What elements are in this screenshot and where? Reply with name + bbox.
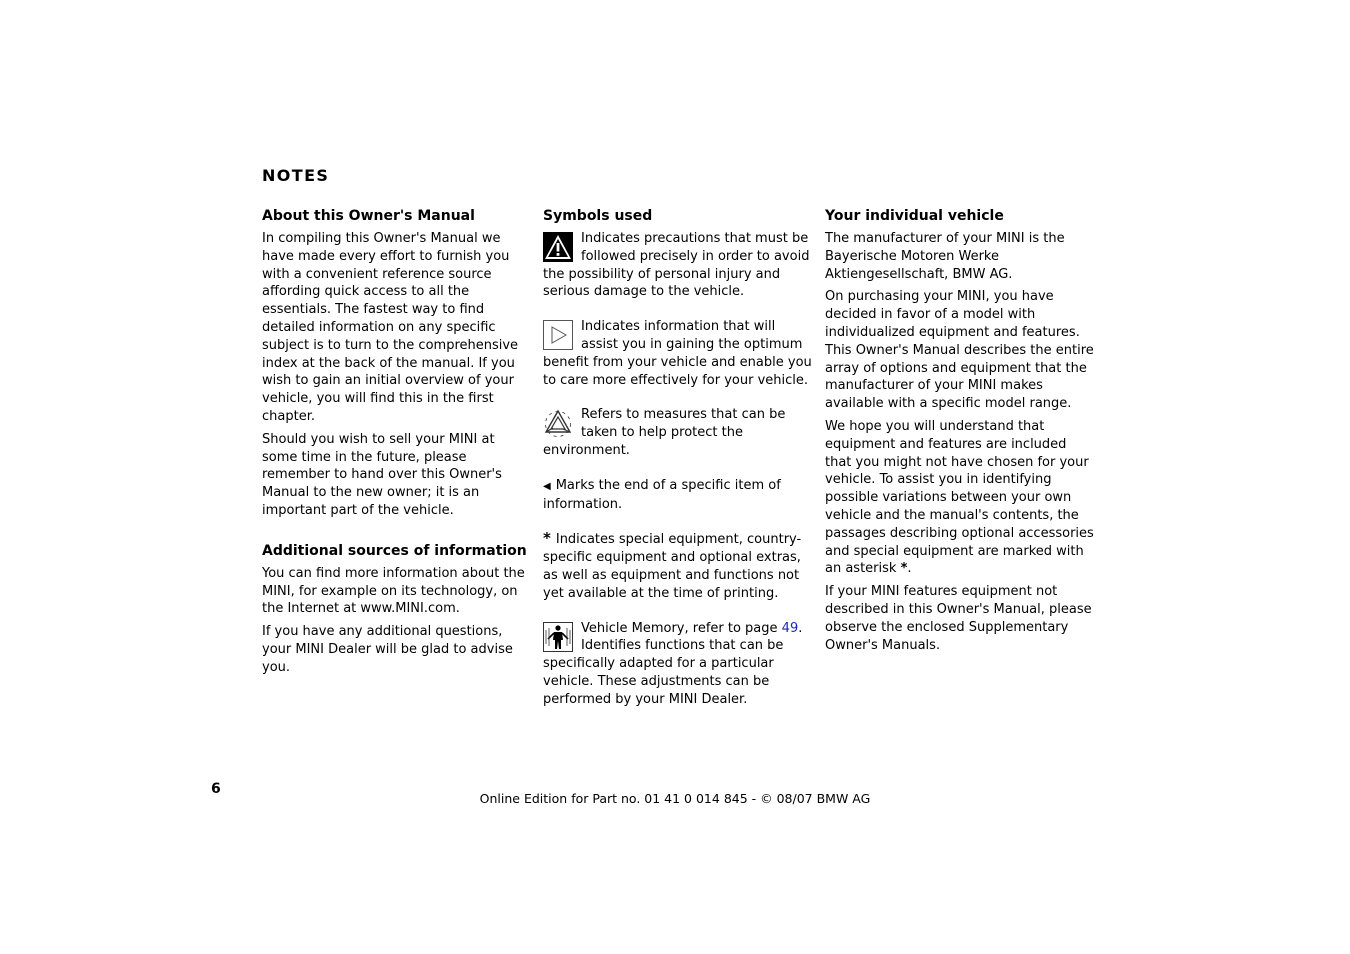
sources-paragraph-2: If you have any additional questions, your MINI Dealer will be glad to advise you. [262, 624, 513, 675]
recycling-icon [543, 408, 573, 438]
symbol-warning [543, 230, 813, 301]
play-arrow-icon [543, 320, 573, 350]
warning-description: Indicates precautions that must be followed precisely in order to avoid the possibility of personal injury and serious damage to the vehicle. [543, 231, 810, 300]
vehicle-heading: Your individual vehicle [825, 208, 1004, 224]
asterisk-description: Indicates special equipment, country-specific equipment and optional extras, as well as equipment and functions not yet available at the time of printing. [543, 532, 802, 601]
page-title: NOTES [262, 166, 330, 185]
vehicle-paragraph-4: If your MINI features equipment not described in this Owner's Manual, please observe the enclosed Supplementary Owner's Manuals. [825, 584, 1092, 653]
column-left [262, 207, 532, 682]
warning-triangle-icon [543, 232, 573, 262]
symbol-asterisk [543, 530, 813, 602]
symbol-environment [543, 406, 813, 459]
vehicle-memory-person-icon [543, 622, 573, 652]
asterisk-inline-icon: * [900, 561, 908, 577]
end-marker-description: Marks the end of a specific item of information. [543, 477, 781, 512]
memory-page-link[interactable]: 49 [781, 620, 799, 636]
symbol-end-marker [543, 477, 813, 514]
vehicle-paragraph-3 [825, 418, 1095, 578]
symbols-heading: Symbols used [543, 208, 653, 224]
sources-heading: Additional sources of information [262, 542, 527, 559]
about-paragraph-2: Should you wish to sell your MINI at some time in the future, please remember to hand over this Owner's Manual to the new owner; it is an important part of the vehicle. [262, 431, 502, 518]
symbol-info [543, 318, 813, 389]
memory-description-end: . Identifies functions that can be specifically adapted for a particular vehicle. These adjustments can be performed by your MINI Dealer. [543, 620, 803, 707]
symbol-vehicle-memory [543, 620, 813, 709]
column-right [825, 207, 1095, 659]
end-marker-triangle-icon: ◀ [543, 480, 551, 492]
environment-description: Refers to measures that can be taken to help protect the environment. [543, 407, 786, 458]
memory-description-start: Vehicle Memory, refer to page [581, 620, 778, 636]
vehicle-paragraph-2: On purchasing your MINI, you have decided in favor of a model with individualized equipment and features. This Owner's Manual describes the entire array of options and equipment that the manufacturer of your MINI makes available with a specific model range. [825, 289, 1094, 412]
about-paragraph-1: In compiling this Owner's Manual we have made every effort to furnish you with a convenient reference source affording quick access to all the essentials. The fastest way to find detailed information on any specific subject is to turn to the comprehensive index at the back of the manual. If you wish to gain an initial overview of your vehicle, you will find this in the first chapter. [262, 231, 519, 424]
page-number: 6 [211, 781, 221, 797]
column-middle [543, 207, 813, 726]
sources-paragraph-1: You can find more information about the MINI, for example on its technology, on the Internet at www.MINI.com. [262, 565, 525, 617]
asterisk-icon: * [543, 529, 551, 548]
about-heading: About this Owner's Manual [262, 208, 475, 224]
vehicle-paragraph-1: The manufacturer of your MINI is the Bayerische Motoren Werke Aktiengesellschaft, BMW AG. [825, 231, 1065, 282]
vehicle-paragraph-3-text: We hope you will understand that equipment and features are included that you might not have chosen for your vehicle. To assist you in identifying possible variations between your own vehicle and the manual's contents, the passages describing optional accessories and special equipment are marked with an asterisk [825, 418, 1094, 577]
info-description: Indicates information that will assist you in gaining the optimum benefit from your vehicle and enable you to care more effectively for your vehicle. [543, 319, 812, 388]
footer-edition: Online Edition for Part no. 01 41 0 014 845 - © 08/07 BMW AG [479, 791, 871, 806]
vehicle-paragraph-3-end: . [907, 561, 912, 577]
